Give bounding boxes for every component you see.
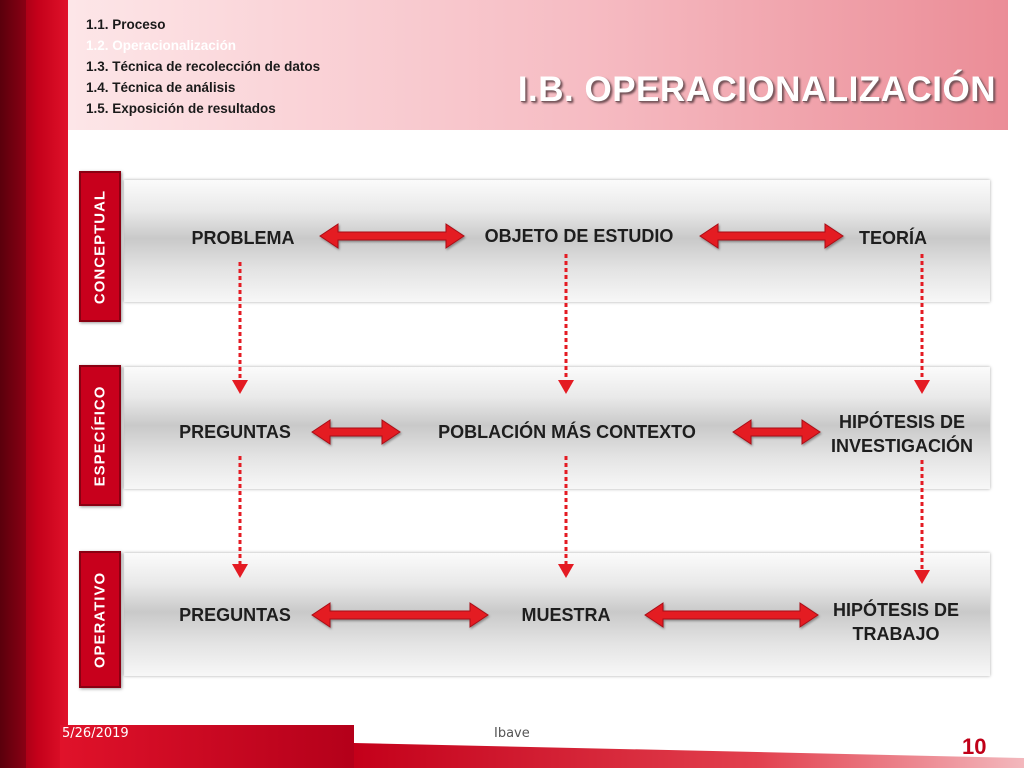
footer-date: 5/26/2019 bbox=[62, 726, 129, 741]
arrow-preguntas-poblacion bbox=[312, 420, 400, 444]
toc-item-exposicion[interactable]: 1.5. Exposición de resultados bbox=[86, 101, 276, 116]
node-hipotesis-trab-line1: HIPÓTESIS DE bbox=[832, 600, 960, 620]
node-muestra: MUESTRA bbox=[521, 605, 611, 625]
arrow-objeto-teoria bbox=[700, 224, 843, 248]
arrow-poblacion-hipotesis bbox=[733, 420, 820, 444]
arrow-muestra-hipotesis bbox=[645, 603, 818, 627]
node-problema: PROBLEMA bbox=[191, 228, 295, 248]
node-hipotesis-inv-line1: HIPÓTESIS DE bbox=[838, 412, 966, 432]
arrowhead-down-3 bbox=[914, 380, 930, 394]
tab-conceptual-label: CONCEPTUAL bbox=[91, 189, 109, 304]
arrow-preguntas-muestra bbox=[312, 603, 488, 627]
node-hipotesis-de-trabajo bbox=[818, 598, 974, 646]
page-number: 10 bbox=[962, 734, 987, 759]
tab-operativo-label: OPERATIVO bbox=[91, 571, 109, 668]
toc-item-analisis[interactable]: 1.4. Técnica de análisis bbox=[86, 80, 236, 95]
arrowhead-down-4 bbox=[232, 564, 248, 578]
node-hipotesis-inv-line2: INVESTIGACIÓN bbox=[830, 436, 973, 456]
arrowhead-down-6 bbox=[914, 570, 930, 584]
slide-title: I.B. OPERACIONALIZACIÓN bbox=[517, 70, 996, 109]
node-preguntas-especifico: PREGUNTAS bbox=[179, 422, 291, 442]
footer-author: Ibave bbox=[494, 726, 530, 741]
node-hipotesis-trab-line2: TRABAJO bbox=[852, 624, 940, 644]
node-teoria: TEORÍA bbox=[858, 228, 927, 248]
arrowhead-down-5 bbox=[558, 564, 574, 578]
toc-item-recoleccion[interactable]: 1.3. Técnica de recolección de datos bbox=[86, 59, 321, 74]
node-objeto-de-estudio: OBJETO DE ESTUDIO bbox=[484, 226, 674, 246]
tab-especifico-label: ESPECÍFICO bbox=[91, 385, 109, 486]
arrow-problema-objeto bbox=[320, 224, 464, 248]
node-hipotesis-de-investigacion bbox=[818, 410, 986, 458]
toc-item-operacionalizacion[interactable]: 1.2. Operacionalización bbox=[86, 38, 237, 53]
arrowhead-down-2 bbox=[558, 380, 574, 394]
node-preguntas-operativo: PREGUNTAS bbox=[179, 605, 291, 625]
node-poblacion-mas-contexto: POBLACIÓN MÁS CONTEXTO bbox=[438, 422, 696, 442]
arrowhead-down-1 bbox=[232, 380, 248, 394]
toc-item-proceso[interactable]: 1.1. Proceso bbox=[86, 17, 166, 32]
